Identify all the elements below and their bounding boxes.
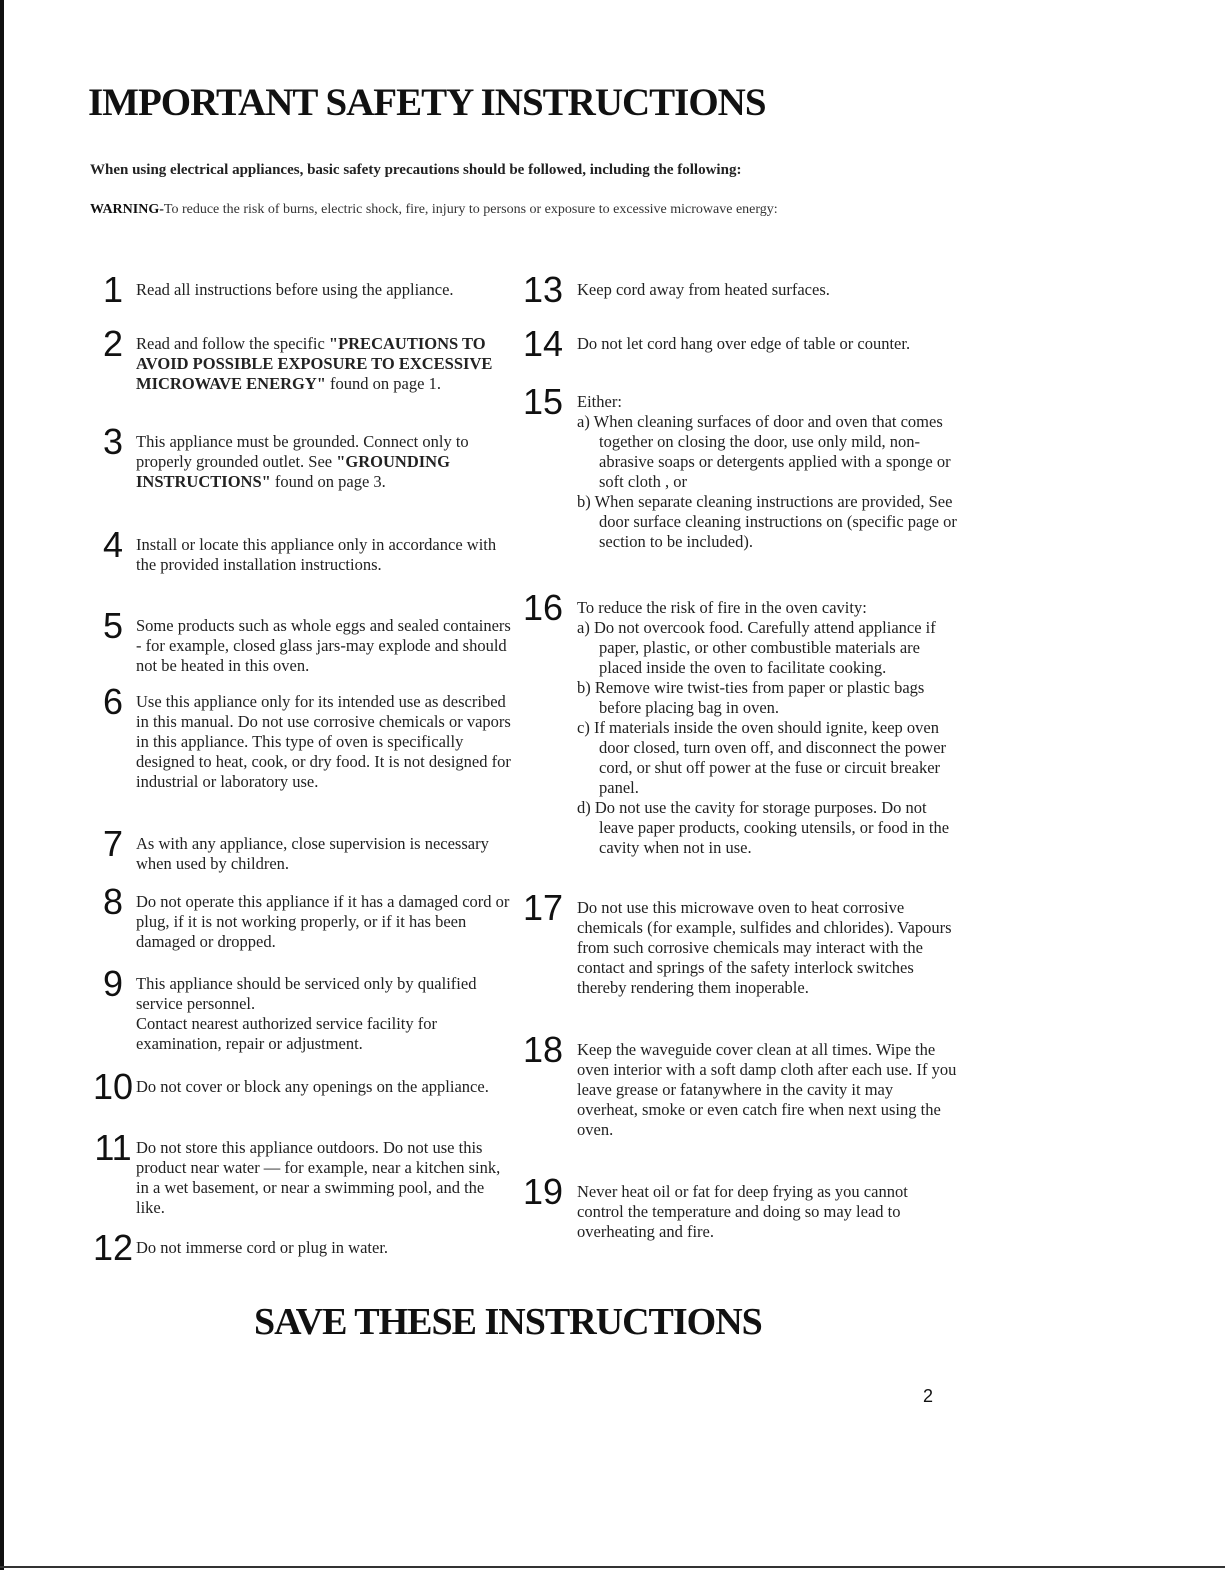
item-number: 9 (102, 963, 124, 1004)
item-number: 6 (102, 681, 124, 722)
page-title: IMPORTANT SAFETY INSTRUCTIONS (88, 81, 766, 124)
item-number: 7 (102, 823, 124, 864)
item-text: Use this appliance only for its intended use as described in this manual. Do not use corrosive chemicals or vapors in this appliance. This type of oven is specifically designed to heat, cook, or dry food. It is not designed for industrial or laboratory use. (136, 692, 511, 791)
sub-item-b: b) Remove wire twist-ties from paper or plastic bags before placing bag in oven. (577, 678, 925, 717)
sub-item-a: a) Do not overcook food. Carefully attend appliance if paper, plastic, or other combustible materials are placed inside the oven to facilitate cooking. (577, 618, 936, 677)
page-number: 2 (923, 1386, 934, 1406)
item-number: 8 (102, 881, 124, 922)
warning-label: WARNING- (90, 202, 164, 217)
item-text: Do not operate this appliance if it has a damaged cord or plug, if it is not working properly, or if it has been damaged or dropped. (136, 892, 510, 951)
item-number: 4 (102, 524, 124, 565)
warning-text (90, 201, 810, 218)
save-instructions-heading: SAVE THESE INSTRUCTIONS (254, 1301, 762, 1343)
sub-item-d: d) Do not use the cavity for storage purposes. Do not leave paper products, cooking utensils, or food in the cavity when not in use. (577, 798, 950, 857)
item-number: 5 (102, 605, 124, 646)
item-text: Some products such as whole eggs and sealed containers - for example, closed glass jars-may explode and should not be heated in this oven. (136, 616, 511, 675)
item-text: Read and follow the specific "PRECAUTIONS TO AVOID POSSIBLE EXPOSURE TO EXCESSIVE MICROWAVE ENERGY" found on page 1. (136, 334, 493, 393)
item-text: As with any appliance, close supervision is necessary when used by children. (136, 834, 489, 873)
item-number: 14 (522, 323, 564, 364)
item-number: 19 (522, 1171, 564, 1212)
item-text: Do not immerse cord or plug in water. (136, 1238, 389, 1257)
item-text: To reduce the risk of fire in the oven cavity: a) Do not overcook food. Carefully attend appliance if paper, plastic, or other combustible materials are placed inside the oven to facilitate cooking. b) Remove wire twist-ties from paper or plastic bags before placing bag in oven. c) If materials inside the oven should ignite, keep oven door closed, turn oven off, and disconnect the power cord, or shut off power at the fuse or circuit breaker panel. d) Do not use the cavity for storage purposes. Do not leave paper products, cooking utensils, or food in the cavity when not in use. (577, 598, 957, 858)
item-text: Install or locate this appliance only in accordance with the provided installation instructions. (136, 535, 497, 574)
item-text: Read all instructions before using the appliance. (136, 280, 454, 299)
intro-text: When using electrical appliances, basic safety precautions should be followed, including the following: (90, 162, 742, 178)
item-number: 2 (102, 323, 124, 364)
warning-body: To reduce the risk of burns, electric shock, fire, injury to persons or exposure to excessive microwave energy: (163, 202, 778, 217)
item-number: 10 (92, 1066, 134, 1107)
item-text: Never heat oil or fat for deep frying as you cannot control the temperature and doing so may lead to overheating and fire. (577, 1182, 908, 1241)
item-text: Do not let cord hang over edge of table or counter. (577, 334, 911, 353)
item-number: 15 (522, 381, 564, 422)
item-text: This appliance should be serviced only by qualified service personnel. Contact nearest authorized service facility for examination, repair or adjustment. (136, 974, 477, 1053)
sub-item-a: a) When cleaning surfaces of door and oven that comes together on closing the door, use only mild, non-abrasive soaps or detergents applied with a sponge or soft cloth , or (577, 412, 951, 491)
scan-edge-left (0, 0, 4, 1570)
item-number: 11 (94, 1127, 132, 1168)
item-text: Either: a) When cleaning surfaces of door and oven that comes together on closing the door, use only mild, non-abrasive soaps or detergents applied with a sponge or soft cloth , or b) When separate cleaning instructions are provided, See door surface cleaning instructions on (specific page or section to be included). (577, 392, 957, 551)
sub-item-c: c) If materials inside the oven should ignite, keep oven door closed, turn oven off, and disconnect the power cord, or shut off power at the fuse or circuit breaker panel. (577, 718, 947, 797)
item-number: 16 (522, 587, 564, 628)
item-number: 3 (102, 421, 124, 462)
item-text: Do not cover or block any openings on the appliance. (136, 1077, 489, 1096)
scan-edge-bottom (0, 1566, 1225, 1568)
item-number: 12 (92, 1227, 134, 1268)
item-text: Do not store this appliance outdoors. Do not use this product near water — for example, near a kitchen sink, in a wet basement, or near a swimming pool, and the like. (136, 1138, 501, 1217)
item-number: 17 (522, 887, 564, 928)
item-number: 13 (522, 269, 564, 310)
item-text: This appliance must be grounded. Connect only to properly grounded outlet. See "GROUNDING INSTRUCTIONS" found on page 3. (136, 432, 469, 491)
sub-item-b: b) When separate cleaning instructions are provided, See door surface cleaning instructions on (specific page or section to be included). (577, 492, 957, 551)
item-text: Do not use this microwave oven to heat corrosive chemicals (for example, sulfides and chlorides). Vapours from such corrosive chemicals may interact with the contact and springs of the safety interlock switches thereby rendering them inoperable. (577, 898, 952, 997)
item-number: 1 (102, 269, 124, 310)
item-text: Keep cord away from heated surfaces. (577, 280, 830, 299)
item-text: Keep the waveguide cover clean at all times. Wipe the oven interior with a soft damp cloth after each use. If you leave grease or fatanywhere in the cavity it may overheat, smoke or even catch fire when next using the oven. (577, 1040, 957, 1139)
item-number: 18 (522, 1029, 564, 1070)
